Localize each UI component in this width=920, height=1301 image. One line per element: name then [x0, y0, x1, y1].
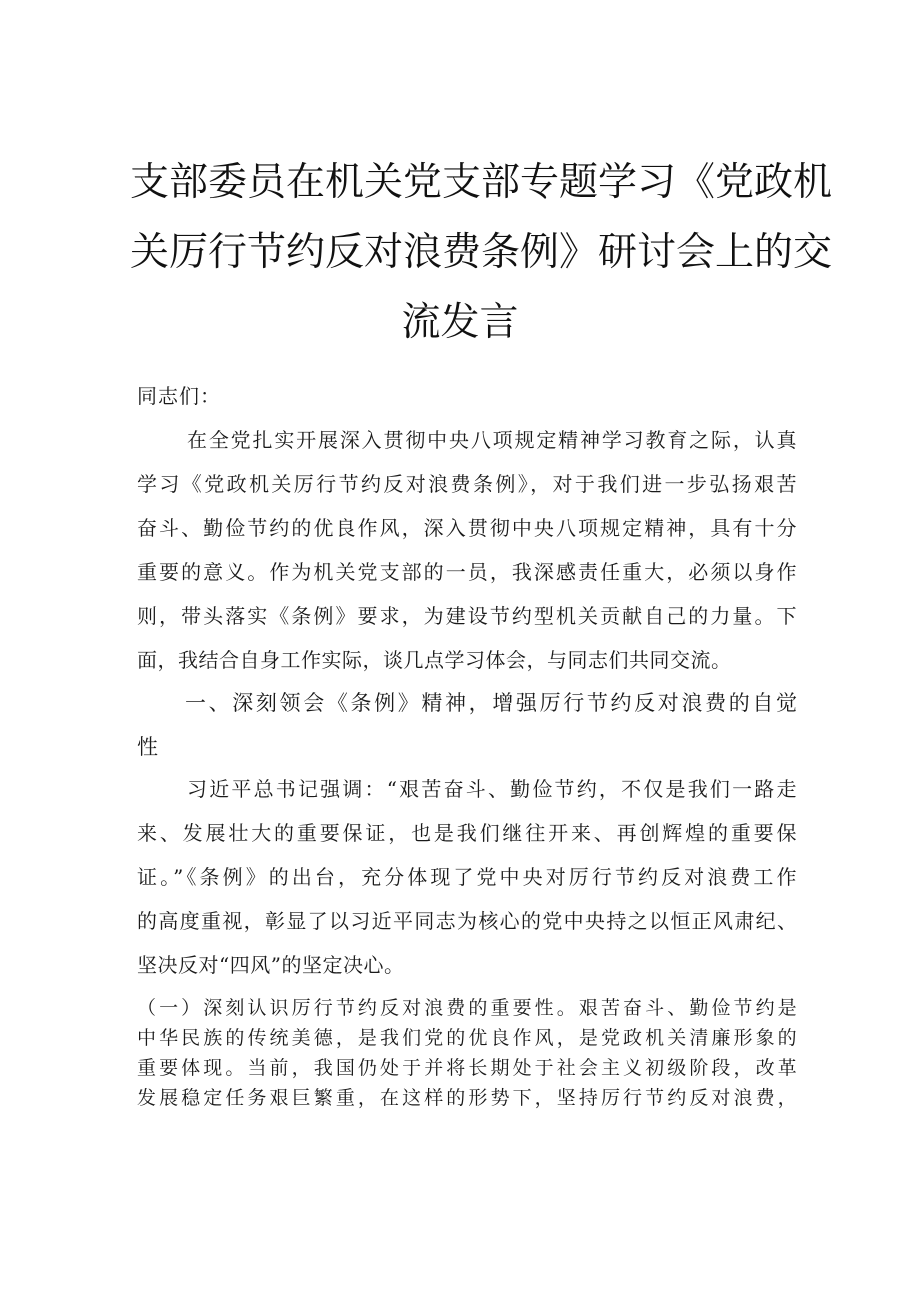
title-line: 流发言 [401, 300, 519, 345]
paragraph-line: 中华民族的传统美德，是我们党的优良作风，是党政机关清廉形象的 [137, 1027, 797, 1049]
paragraph-line: 面，我结合自身工作实际，谈几点学习体会，与同志们共同交流。 [137, 648, 732, 672]
paragraph-line: 重要的意义。作为机关党支部的一员，我深感责任重大，必须以身作 [137, 560, 797, 584]
paragraph-line: 坚决反对“四风”的坚定决心。 [137, 953, 405, 977]
paragraph-line: 重要体现。当前，我国仍处于并将长期处于社会主义初级阶段，改革 [137, 1057, 797, 1079]
document-title [130, 148, 833, 358]
section-heading-1 [137, 681, 797, 769]
paragraph-line: 来、发展壮大的重要保证，也是我们继往开来、再创辉煌的重要保 [137, 821, 797, 845]
paragraph-line: 奋斗、勤俭节约的优良作风，深入贯彻中央八项规定精神，具有十分 [137, 516, 797, 540]
greeting: 同志们： [137, 384, 221, 408]
paragraph-line: 习近平总书记强调：“艰苦奋斗、勤俭节约，不仅是我们一路走 [187, 777, 797, 801]
paragraph-line: 在全党扎实开展深入贯彻中央八项规定精神学习教育之际，认真 [187, 428, 797, 452]
paragraph-line: 学习《党政机关厉行节约反对浪费条例》，对于我们进一步弘扬艰苦 [137, 472, 797, 496]
title-line: 支部委员在机关党支部专题学习《党政机 [130, 160, 833, 205]
paragraph-intro [137, 418, 797, 682]
paragraph-line: 证。”《条例》的出台，充分体现了党中央对厉行节约反对浪费工作 [137, 865, 797, 889]
paragraph-quote [137, 767, 797, 987]
paragraph-subsection-1 [137, 993, 797, 1113]
heading-line: 一、深刻领会《条例》精神，增强厉行节约反对浪费的自觉 [185, 691, 797, 715]
paragraph-line: 则，带头落实《条例》要求，为建设节约型机关贡献自己的力量。下 [137, 604, 797, 628]
paragraph-line: 发展稳定任务艰巨繁重，在这样的形势下，坚持厉行节约反对浪费， [137, 1087, 797, 1109]
paragraph-line: （一）深刻认识厉行节约反对浪费的重要性。艰苦奋斗、勤俭节约是 [137, 997, 797, 1019]
heading-line: 性 [137, 735, 158, 759]
paragraph-line: 的高度重视，彰显了以习近平同志为核心的党中央持之以恒正风肃纪、 [137, 909, 797, 933]
title-line: 关厉行节约反对浪费条例》研讨会上的交 [130, 230, 833, 275]
